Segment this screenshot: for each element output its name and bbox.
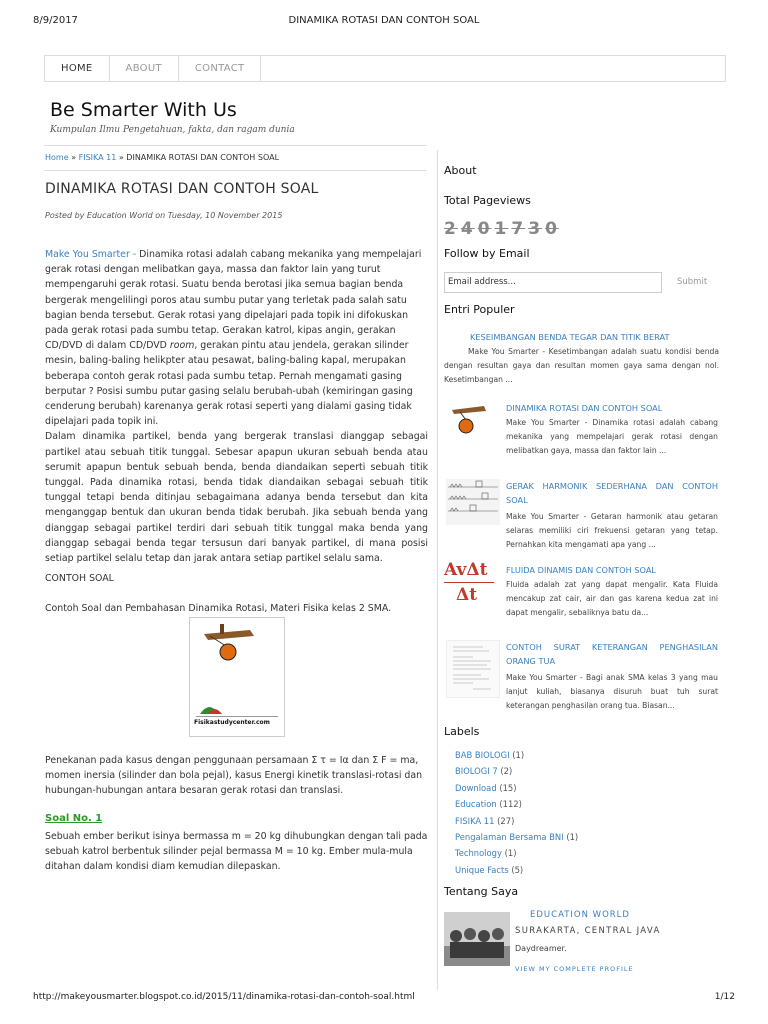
label-item: Technology (1) bbox=[455, 848, 517, 859]
label-link[interactable]: Download bbox=[455, 782, 497, 793]
fluida-formula-bottom: Δt bbox=[456, 585, 478, 605]
popular-post-snippet: Fluida adalah zat yang dapat mengalir. Kata Fluida mencakup zat cair, air dan gas karena kedua zat ini dapat mengalir, sebaliknya batu da... bbox=[506, 580, 718, 617]
popular-post-snippet: Make You Smarter - Getaran harmonik atau getaran selaras memiliki ciri frekuensi getaran yang tetap. Pernahkan kita mengamati apa yang ... bbox=[506, 512, 718, 549]
author-name[interactable]: EDUCATION WORLD bbox=[530, 910, 630, 920]
label-link[interactable]: BAB BIOLOGI bbox=[455, 750, 510, 760]
top-nav bbox=[44, 55, 726, 82]
nav-home[interactable]: HOME bbox=[45, 56, 110, 81]
follow-heading: Follow by Email bbox=[444, 247, 530, 260]
popular-thumb[interactable] bbox=[446, 479, 500, 525]
popular-post-snippet: Make You Smarter - Kesetimbangan adalah suatu kondisi benda dengan resultan gaya dan resultan momen gaya sama dengan nol. Kesetimbangan ... bbox=[444, 347, 719, 384]
pageviews-counter bbox=[444, 219, 559, 239]
pageview-digit: 3 bbox=[528, 219, 543, 239]
pulley-figure bbox=[189, 617, 285, 737]
author-location: SURAKARTA, CENTRAL JAVA bbox=[515, 926, 661, 936]
label-link[interactable]: Pengalaman Bersama BNI bbox=[455, 832, 564, 843]
label-item: BIOLOGI 7 (2) bbox=[455, 766, 513, 777]
print-date: 8/9/2017 bbox=[33, 15, 78, 26]
label-item: BAB BIOLOGI (1) bbox=[455, 750, 525, 760]
label-link[interactable]: Technology bbox=[455, 848, 502, 859]
popular-thumb[interactable] bbox=[446, 640, 500, 698]
breadcrumb-sep: » bbox=[116, 153, 127, 162]
fluida-formula-top: AvΔt bbox=[444, 560, 488, 580]
popular-post-snippet: Make You Smarter - Dinamika rotasi adalah cabang mekanika yang mempelajari gerak rotasi dengan melibatkan gaya, massa dan faktor lain ... bbox=[506, 418, 718, 455]
nav-contact[interactable]: CONTACT bbox=[179, 56, 262, 81]
post-body bbox=[45, 247, 428, 566]
popular-post bbox=[444, 332, 719, 387]
group-photo bbox=[444, 912, 510, 966]
pageview-digit: 1 bbox=[494, 219, 509, 239]
soal-1-text: Sebuah ember berikut isinya bermassa m = 20 kg dihubungkan dengan tali pada sebuah katrol berbentuk silinder pejal bermassa M = 10 kg. Ember mula-mula ditahan dalam kondisi diam kemudian dilepaskan. bbox=[45, 831, 428, 873]
avatar[interactable] bbox=[444, 912, 510, 966]
label-item: Pengalaman Bersama BNI (1) bbox=[455, 832, 579, 843]
pageview-digit: 7 bbox=[511, 219, 526, 239]
popular-post-title[interactable]: DINAMIKA ROTASI DAN CONTOH SOAL bbox=[506, 403, 663, 413]
print-title: DINAMIKA ROTASI DAN CONTOH SOAL bbox=[288, 15, 480, 26]
popular-post-title[interactable]: FLUIDA DINAMIS DAN CONTOH SOAL bbox=[506, 565, 656, 575]
pageviews-heading: Total Pageviews bbox=[444, 194, 531, 207]
pageview-digit: 0 bbox=[477, 219, 492, 239]
site-title[interactable]: Be Smarter With Us bbox=[50, 99, 237, 121]
fraction-line bbox=[444, 582, 494, 583]
label-item: Unique Facts (5) bbox=[455, 864, 524, 875]
breadcrumb bbox=[45, 153, 279, 162]
soal-1-heading: Soal No. 1 bbox=[45, 813, 103, 824]
popular-post-snippet: Make You Smarter - Bagi anak SMA kelas 3 yang mau lanjut kuliah, biasanya disuruh buat tuh surat keterangan penghasilan orang tua. Biasan... bbox=[506, 673, 718, 710]
contoh-intro: Contoh Soal dan Pembahasan Dinamika Rotasi, Materi Fisika kelas 2 SMA. bbox=[45, 603, 392, 614]
popular-post bbox=[506, 403, 718, 458]
divider bbox=[44, 170, 427, 171]
author-description: Daydreamer. bbox=[515, 944, 567, 953]
popular-post-title[interactable]: CONTOH SURAT KETERANGAN PENGHASILAN ORANG TUA bbox=[506, 642, 718, 666]
profile-link[interactable]: VIEW MY COMPLETE PROFILE bbox=[515, 965, 634, 973]
paragraph-2: Dalam dinamika partikel, benda yang bergerak translasi dianggap sebagai partikel atau sebuah titik tunggal. Sebesar apapun ukuran sebuah benda atau serumit apapun bentuk sebuah benda, benda diandaikan seperti sebuah titik tunggal. Pada dinamika rotasi, benda tidak diandaikan sebagai sebuah titik tunggal tetapi benda ditinjau sebagaimana adanya benda tersebut dan kita menganggap bentuk dan ukuran benda tidak berubah. Jika sebuah benda yang dianggap sebagai partikel terdiri dari sebuah titik tunggal maka benda yang dianggap sebagai benda tegar tersusun dari banyak partikel, di mana posisi setiap partikel selalu tetap dan jarak antara setiap partikel selalu sama. bbox=[45, 431, 428, 565]
sidebar-about-heading: About bbox=[444, 164, 477, 177]
print-page-number: 1/12 bbox=[714, 992, 735, 1002]
pageview-digit: 2 bbox=[444, 219, 458, 239]
pulley-thumbnail-icon bbox=[448, 402, 498, 442]
popular-post-title[interactable]: GERAK HARMONIK SEDERHANA DAN CONTOH SOAL bbox=[506, 481, 718, 505]
label-link[interactable]: Education bbox=[455, 799, 497, 810]
spring-diagram-icon bbox=[446, 479, 500, 525]
label-link[interactable]: FISIKA 11 bbox=[455, 815, 495, 826]
popular-thumb[interactable] bbox=[448, 402, 498, 442]
label-item: FISIKA 11 (27) bbox=[455, 815, 515, 826]
popular-post bbox=[506, 640, 718, 713]
breadcrumb-sep: » bbox=[68, 153, 79, 162]
paragraph-1: Make You Smarter - Dinamika rotasi adalah cabang mekanika yang mempelajari gerak rotasi dengan melibatkan gaya, massa dan faktor lain yang turut mempengaruhi gerak rotasi. Suatu benda berotasi jika semua bagian benda bergerak mengelilingi poros atau sumbu putar yang terletak pada salah satu bagian benda tersebut. Gerak rotasi yang dipelajari pada topik ini difokuskan pada gerak rotasi pada sumbu tetap. Gerakan katrol, kipas angin, gerakan CD/DVD di dalam CD/DVD room, gerakan pintu atau jendela, gerakan silinder mesin, baling-baling helikpter atau pesawat, baling-baling kapal, merupakan beberapa contoh gerak rotasi pada sumbu tetap. Pernah mengamati gasing berputar ? Posisi sumbu putar gasing selalu berubah-ubah (kemiringan gasing cenderung berubah) karenanya gerak rotasi seperti yang dialami gasing tidak dipelajari pada topik ini. bbox=[45, 249, 422, 428]
breadcrumb-current: DINAMIKA ROTASI DAN CONTOH SOAL bbox=[126, 153, 280, 162]
label-item: Download (15) bbox=[455, 782, 517, 793]
breadcrumb-home[interactable]: Home bbox=[45, 153, 69, 162]
divider bbox=[44, 145, 427, 146]
label-link[interactable]: BIOLOGI 7 bbox=[455, 766, 498, 777]
figure-caption: Fisikastudycenter.com bbox=[194, 719, 270, 726]
popular-heading: Entri Populer bbox=[444, 303, 515, 316]
site-description: Kumpulan Ilmu Pengetahuan, fakta, dan ragam dunia bbox=[50, 125, 295, 135]
popular-post-title[interactable]: KESEIMBANGAN BENDA TEGAR DAN TITIK BERAT bbox=[470, 332, 670, 342]
pageview-digit: 4 bbox=[460, 219, 475, 239]
popular-post bbox=[506, 565, 718, 620]
sidebar-divider bbox=[437, 150, 438, 990]
breadcrumb-category[interactable]: FISIKA 11 bbox=[78, 153, 117, 162]
print-url: http://makeyousmarter.blogspot.co.id/2015/11/dinamika-rotasi-dan-contoh-soal.html bbox=[33, 992, 415, 1002]
submit-button[interactable]: Submit bbox=[677, 277, 708, 287]
post-byline: Posted by Education World on Tuesday, 10 November 2015 bbox=[45, 211, 283, 220]
popular-post bbox=[506, 479, 718, 552]
lead-link[interactable]: Make You Smarter - bbox=[45, 249, 140, 260]
contoh-heading: CONTOH SOAL bbox=[45, 573, 114, 584]
pageview-digit: 0 bbox=[545, 219, 559, 239]
paragraph-3: Penekanan pada kasus dengan penggunaan persamaan Σ τ = Iα dan Σ F = ma, momen inersia (silinder dan bola pejal), kasus Energi kinetik translasi-rotasi dan hubungan-hubungan antara besaran gerak rotasi dan translasi. bbox=[45, 755, 423, 797]
about-me-heading: Tentang Saya bbox=[444, 885, 519, 898]
label-link[interactable]: Unique Facts bbox=[455, 864, 509, 875]
labels-list bbox=[455, 747, 578, 878]
popular-thumb[interactable] bbox=[444, 560, 498, 616]
post-title: DINAMIKA ROTASI DAN CONTOH SOAL bbox=[45, 181, 319, 197]
nav-about[interactable]: ABOUT bbox=[110, 56, 179, 81]
document-icon bbox=[447, 641, 499, 697]
labels-heading: Labels bbox=[444, 725, 480, 738]
email-field[interactable]: Email address... bbox=[444, 272, 662, 293]
label-item: Education (112) bbox=[455, 799, 522, 810]
